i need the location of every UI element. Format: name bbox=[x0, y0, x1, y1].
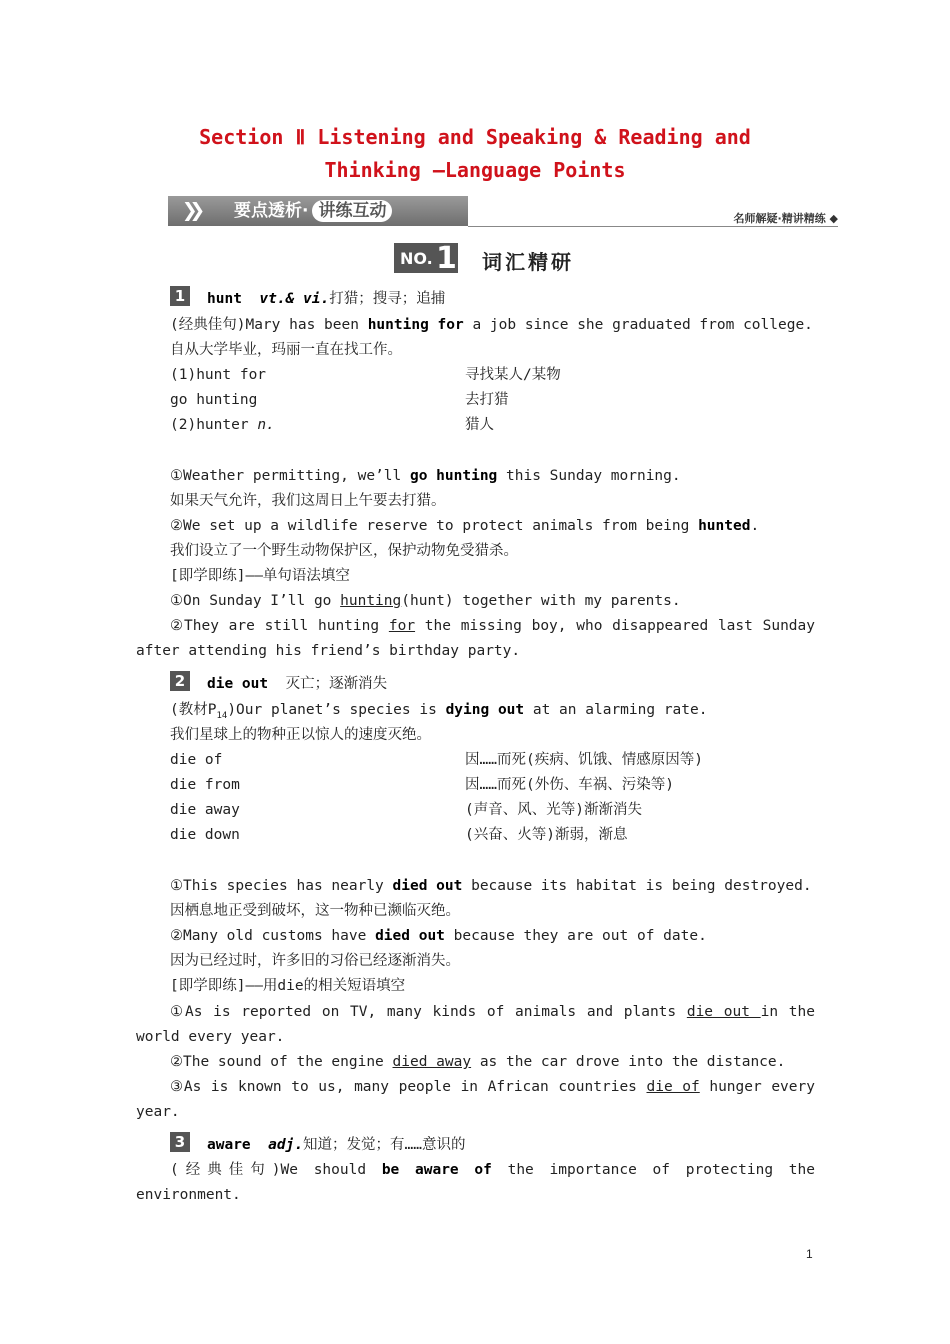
phrase-cn: 寻找某人/某物 bbox=[465, 367, 561, 383]
item-headword: hunt vt.& vi.打猎；搜寻；追捕 bbox=[207, 291, 446, 307]
example-sentence: (经典佳句)Mary has been hunting for a job since she graduated from college. bbox=[170, 317, 813, 333]
phrase-en: die from bbox=[170, 777, 240, 793]
double-chevron-icon: ❯❯ bbox=[182, 196, 198, 226]
example-translation: 因为已经过时，许多旧的习俗已经逐渐消失。 bbox=[170, 953, 460, 969]
example-sentence: (教材$P_{14})Our$ planet’s species is dying out at an alarming rate. bbox=[170, 702, 708, 721]
item-number-badge: 2 bbox=[170, 671, 190, 691]
example-translation: 自从大学毕业，玛丽一直在找工作。 bbox=[170, 342, 402, 358]
example-sentence: ①This species has nearly died out because its habitat is being destroyed. bbox=[170, 878, 812, 894]
phrase-cn: 去打猎 bbox=[465, 392, 509, 408]
item-headword: die out 灭亡；逐渐消失 bbox=[207, 676, 388, 692]
phrase-cn: (声音、风、光等)渐渐消失 bbox=[465, 802, 642, 818]
phrase-cn: 因……而死(疾病、饥饿、情感原因等) bbox=[465, 752, 703, 768]
section-heading: 词汇精研 bbox=[482, 250, 574, 274]
practice-item: ①On Sunday I’ll go hunting(hunt) together with my parents. bbox=[170, 593, 681, 609]
item-number-badge: 1 bbox=[170, 286, 190, 306]
banner-right-text: 名师解疑·精讲精练 ◆ bbox=[733, 212, 838, 225]
practice-item-continued: year. bbox=[136, 1104, 180, 1120]
page-title-line-1: Section Ⅱ Listening and Speaking & Reading and bbox=[199, 125, 751, 149]
phrase-cn: 因……而死(外伤、车祸、污染等) bbox=[465, 777, 674, 793]
banner-pill: 讲练互动 bbox=[312, 200, 392, 222]
phrase-en: die down bbox=[170, 827, 240, 843]
example-translation: 我们设立了一个野生动物保护区，保护动物免受猎杀。 bbox=[170, 543, 518, 559]
phrase-en: (2)hunter n. bbox=[170, 417, 275, 433]
banner-divider bbox=[468, 226, 838, 227]
practice-item: ②They are still hunting for the missing boy, who disappeared last Sunday bbox=[170, 618, 815, 634]
phrase-cn: (兴奋、火等)渐弱，渐息 bbox=[465, 827, 628, 843]
example-sentence: ②Many old customs have died out because they are out of date. bbox=[170, 928, 707, 944]
page-title-line-2: Thinking —Language Points bbox=[324, 158, 626, 182]
banner-left-bar bbox=[168, 196, 468, 226]
phrase-en: (1)hunt for bbox=[170, 367, 267, 383]
section-number-badge bbox=[394, 241, 458, 276]
phrase-en: die of bbox=[170, 752, 223, 768]
phrase-en: die away bbox=[170, 802, 240, 818]
example-translation: 我们星球上的物种正以惊人的速度灭绝。 bbox=[170, 727, 431, 743]
example-sentence-continued: environment. bbox=[136, 1187, 241, 1203]
example-sentence: ①Weather permitting, we’ll go hunting this Sunday morning. bbox=[170, 468, 681, 484]
example-translation: 因栖息地正受到破坏，这一物种已濒临灭绝。 bbox=[170, 903, 460, 919]
phrase-cn: 猎人 bbox=[465, 417, 494, 433]
practice-item-continued: world every year. bbox=[136, 1029, 285, 1045]
practice-item: ①As is reported on TV, many kinds of animals and plants die out in the bbox=[170, 1004, 815, 1020]
badge-num: 1 bbox=[436, 241, 457, 276]
phrase-en: go hunting bbox=[170, 392, 258, 408]
banner-title: 要点透析· 讲练互动 bbox=[234, 196, 392, 226]
badge-no: NO. bbox=[400, 249, 433, 268]
example-translation: 如果天气允许，我们这周日上午要去打猎。 bbox=[170, 493, 446, 509]
example-sentence: ②We set up a wildlife reserve to protect animals from being hunted. bbox=[170, 518, 760, 534]
practice-item: ③As is known to us, many people in African countries die of hunger every bbox=[170, 1079, 815, 1095]
practice-item-continued: after attending his friend’s birthday party. bbox=[136, 643, 521, 659]
section-banner bbox=[168, 196, 838, 230]
practice-heading: [即学即练]——单句语法填空 bbox=[170, 568, 350, 584]
example-sentence: (经典佳句)We should be aware of the importance of protecting the bbox=[170, 1162, 815, 1178]
practice-heading: [即学即练]——用die的相关短语填空 bbox=[170, 978, 406, 994]
page-number: 1 bbox=[806, 1247, 813, 1261]
practice-item: ②The sound of the engine died away as the car drove into the distance. bbox=[170, 1054, 786, 1070]
item-number-badge: 3 bbox=[170, 1132, 190, 1152]
item-headword: aware adj.知道；发觉；有……意识的 bbox=[207, 1137, 466, 1153]
